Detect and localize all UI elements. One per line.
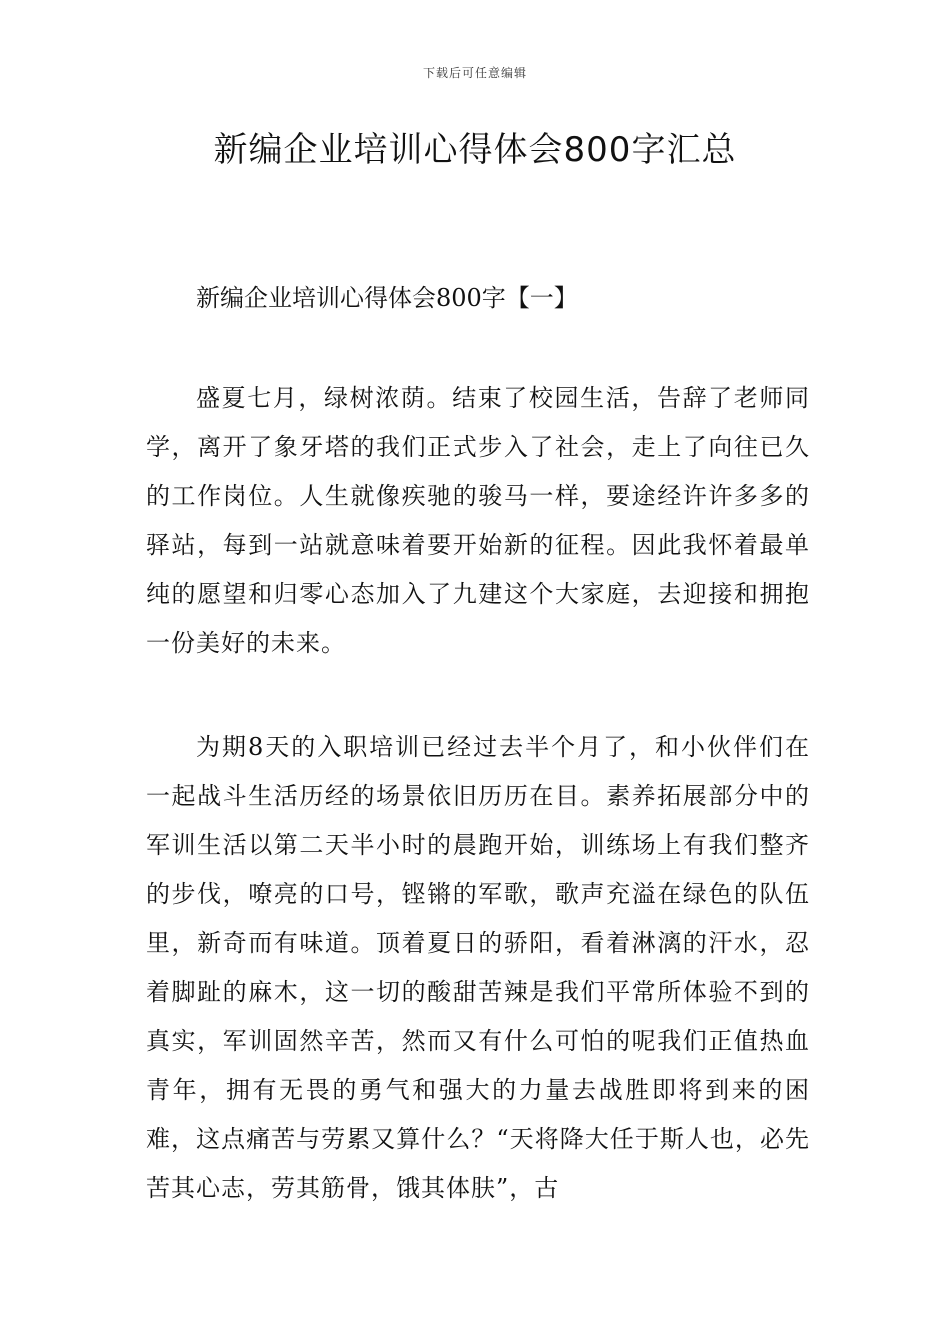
paragraph-1: 盛夏七月，绿树浓荫。结束了校园生活，告辞了老师同学，离开了象牙塔的我们正式步入了社会，走上了向往已久的工作岗位。人生就像疾驰的骏马一样，要途经许许多多的驿站，每到一站就意味着要开始新的征程。因此我怀着最单纯的愿望和归零心态加入了九建这个大家庭，去迎接和拥抱一份美好的未来。 <box>146 384 810 657</box>
header-note: 下载后可任意编辑 <box>422 66 527 80</box>
paragraph-2: 为期8天的入职培训已经过去半个月了，和小伙伴们在一起战斗生活历经的场景依旧历历在目。素养拓展部分中的军训生活以第二天半小时的晨跑开始，训练场上有我们整齐的步伐，嘹亮的口号，铿锵的军歌，歌声充溢在绿色的队伍里，新奇而有味道。顶着夏日的骄阳，看着淋漓的汗水，忍着脚趾的麻木，这一切的酸甜苦辣是我们平常所体验不到的真实，军训固然辛苦，然而又有什么可怕的呢我们正值热血青年，拥有无畏的勇气和强大的力量去战胜即将到来的困难，这点痛苦与劳累又算什么？“天将降大任于斯人也，必先苦其心志，劳其筋骨，饿其体肤”，古 <box>146 733 810 1202</box>
document-title: 新编企业培训心得体会800字汇总 <box>213 130 737 170</box>
section-title: 新编企业培训心得体会800字【一】 <box>196 284 578 312</box>
